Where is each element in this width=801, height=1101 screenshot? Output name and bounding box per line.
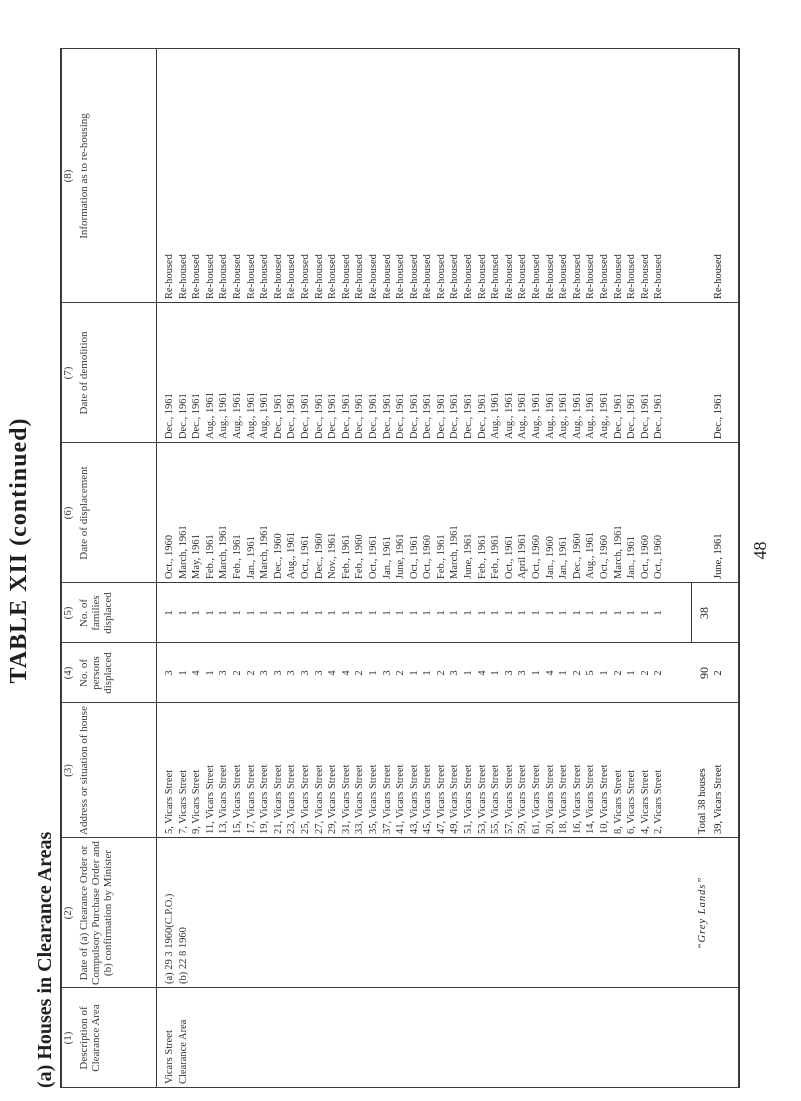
persons-cell: 2 (354, 670, 366, 676)
demolition-cell: Dec., 1961 (476, 393, 488, 439)
persons-cell: 3 (313, 670, 325, 676)
address-cell: 53, Vicars Street (476, 764, 488, 834)
order-date-b: (b) 22 8 1960 (178, 927, 189, 984)
address-cell: 31, Vicars Street (340, 764, 352, 834)
address-cell: 23, Vicars Street (286, 764, 298, 834)
demolition-cell: Aug., 1961 (517, 392, 529, 439)
displacement-cell: Feb., 1961 (340, 534, 352, 579)
demolition-cell: Dec., 1961 (299, 393, 311, 439)
address-cell: 51, Vicars Street (463, 764, 475, 834)
rehousing-cell: Re-housed (204, 254, 216, 299)
families-cell: 1 (449, 610, 461, 616)
families-cell: 1 (476, 610, 488, 616)
persons-cell: 4 (544, 670, 556, 676)
displacement-cell: Dec., 1960 (272, 533, 284, 579)
displacement-cell: Jan., 1961 (245, 536, 257, 579)
families-cell: 1 (204, 610, 216, 616)
rehousing-cell: Re-housed (476, 254, 488, 299)
families-cell: 1 (313, 610, 325, 616)
displacement-cell: March, 1961 (259, 525, 271, 579)
column-heading: Date of (a) Clearance Order or Compulsory Purchase Order and (b) confirmation by Minister (78, 841, 114, 985)
rehousing-cell: Re-housed (354, 254, 366, 299)
displacement-cell: Oct., 1960 (639, 534, 651, 579)
address-cell: 33, Vicars Street (354, 764, 366, 834)
persons-cell: 2 (231, 670, 243, 676)
displacement-cell: June, 1961 (395, 533, 407, 579)
column-displacement-date (60, 443, 740, 583)
address-cell: 8, Vicars Street (612, 769, 624, 834)
families-cell: 1 (531, 610, 543, 616)
demolition-cell: Dec., 1961 (435, 393, 447, 439)
demolition-cell: Dec., 1961 (626, 393, 638, 439)
families-cell: 1 (435, 610, 447, 616)
families-cell: 1 (599, 610, 610, 616)
displacement-cell: Jan., 1961 (381, 536, 393, 579)
column-number: (3) (62, 764, 74, 777)
rehousing-cell: Re-housed (218, 254, 230, 299)
families-cell: 1 (191, 610, 203, 616)
persons-cell: 3 (164, 670, 175, 676)
address-cell: 15, Vicars Street (231, 764, 243, 834)
persons-cell: 1 (490, 670, 502, 676)
families-cell: 1 (558, 610, 570, 616)
rehousing-cell: Re-housed (327, 254, 339, 299)
address-cell: 18, Vicars Street (558, 764, 570, 834)
displacement-cell: Aug., 1961 (585, 532, 597, 579)
rehousing-cell: Re-housed (299, 254, 311, 299)
column-header (60, 583, 154, 643)
families-cell: 1 (463, 610, 475, 616)
rehousing-cell: Re-housed (463, 254, 475, 299)
rehousing-cell: Re-housed (164, 254, 175, 299)
persons-cell: 4 (191, 670, 203, 676)
rehousing-cell: Re-housed (231, 254, 243, 299)
displacement-cell: Oct., 1961 (408, 534, 420, 579)
displacement-cell: Dec., 1960 (571, 533, 583, 579)
persons-cell: 1 (204, 670, 216, 676)
persons-cell: 1 (367, 670, 379, 676)
displacement-cell: Oct., 1961 (367, 534, 379, 579)
persons-cell: 1 (599, 670, 610, 676)
persons-cell: 3 (449, 670, 461, 676)
total-persons: 90 (697, 667, 711, 679)
rehousing-cell: Re-housed (449, 254, 461, 299)
demolition-cell: Dec., 1961 (639, 393, 651, 439)
rehousing-cell: Re-housed (408, 254, 420, 299)
address-cell: 20, Vicars Street (544, 764, 556, 834)
persons-cell: 2 (435, 670, 447, 676)
column-number: (2) (62, 906, 74, 920)
column-header (60, 838, 154, 988)
demolition-cell: Dec., 1961 (381, 393, 393, 439)
demolition-cell: Aug., 1961 (531, 392, 543, 439)
families-cell: 1 (340, 610, 352, 616)
displacement-cell: Oct., 1961 (299, 534, 311, 579)
rehousing-cell: Re-housed (422, 254, 434, 299)
page-number: 48 (750, 541, 770, 560)
column-header (60, 303, 154, 443)
demolition-cell: Aug., 1961 (558, 392, 570, 439)
rehousing-cell: Re-housed (544, 254, 556, 299)
address-cell: 5, Vicars Street (164, 769, 175, 834)
families-cell: 1 (354, 610, 366, 616)
families-cell: 1 (218, 610, 230, 616)
demolition-cell: Aug., 1961 (544, 392, 556, 439)
column-families (60, 583, 740, 643)
persons-cell: 3 (299, 670, 311, 676)
address-cell: 13, Vicars Street (218, 764, 230, 834)
address-cell: 29, Vicars Street (327, 764, 339, 834)
address-cell: 59, Vicars Street (517, 764, 529, 834)
rehousing-cell: Re-housed (653, 254, 665, 299)
families-cell: 1 (503, 610, 515, 616)
demolition-cell: Aug., 1961 (571, 392, 583, 439)
address-cell: 45, Vicars Street (422, 764, 434, 834)
families-cell: 1 (571, 610, 583, 616)
demolition-cell: Dec., 1961 (463, 393, 475, 439)
demolition-cell: Aug., 1961 (245, 392, 257, 439)
persons-cell: 2 (571, 670, 583, 676)
displacement-cell: Oct., 1960 (164, 534, 175, 579)
displacement-cell: Jan., 1961 (626, 536, 638, 579)
order-date-a: (a) 29 3 1960(C.P.O.) (164, 893, 175, 984)
demolition-cell: Dec., 1961 (340, 393, 352, 439)
displacement-cell: Oct., 1961 (503, 534, 515, 579)
column-rehousing (60, 49, 740, 303)
persons-cell: 2 (653, 670, 665, 676)
address-cell: 14, Vicars Street (585, 764, 597, 834)
families-cell: 1 (231, 610, 243, 616)
families-cell: 1 (639, 610, 651, 616)
demolition-cell: Dec., 1961 (313, 393, 325, 439)
families-cell: 1 (164, 610, 175, 616)
families-cell: 1 (286, 610, 298, 616)
rehousing-cell: Re-housed (313, 254, 325, 299)
rehousing-cell: Re-housed (626, 254, 638, 299)
displacement-cells (163, 443, 666, 583)
column-heading: Description of Clearance Area (78, 1004, 102, 1072)
displacement-cell: Jan., 1960 (544, 536, 556, 579)
demolition-cell: Aug., 1961 (490, 392, 502, 439)
column-address (60, 703, 740, 838)
demolition-cell: Aug., 1961 (218, 392, 230, 439)
address-cell: 6, Vicars Street (626, 769, 638, 834)
address-cells (163, 703, 666, 838)
demolition-cell: Dec., 1961 (395, 393, 407, 439)
persons-cell: 4 (327, 670, 339, 676)
rehousing-cell: Re-housed (713, 254, 724, 299)
persons-cell: 4 (476, 670, 488, 676)
displacement-cell: March, 1961 (449, 525, 461, 579)
demolition-cell: Dec., 1961 (422, 393, 434, 439)
address-cell: 2, Vicars Street (653, 769, 665, 834)
rehousing-cell: Re-housed (531, 254, 543, 299)
address-cell: 57, Vicars Street (503, 764, 515, 834)
column-header (60, 443, 154, 583)
address-cell: 43, Vicars Street (408, 764, 420, 834)
displacement-cell: Feb., 1961 (204, 534, 216, 579)
demolition-cell: Aug., 1961 (503, 392, 515, 439)
column-header (60, 703, 154, 838)
families-cell: 1 (422, 610, 434, 616)
displacement-cell: Oct., 1960 (599, 534, 610, 579)
demolition-cell: Dec., 1961 (286, 393, 298, 439)
address-cell: 10, Vicars Street (599, 764, 610, 834)
address-cell: 61, Vicars Street (531, 764, 543, 834)
column-header (60, 988, 154, 1088)
column-heading: Date of demolition (78, 331, 90, 415)
persons-cell: 2 (395, 670, 407, 676)
displacement-cell: Feb., 1961 (476, 534, 488, 579)
address-cell: 37, Vicars Street (381, 764, 393, 834)
column-number: (6) (62, 506, 74, 520)
demolition-cell: Dec., 1961 (612, 393, 624, 439)
address-cell: 27, Vicars Street (313, 764, 325, 834)
rehousing-cell: Re-housed (517, 254, 529, 299)
demolition-cells (163, 303, 666, 443)
demolition-cell: Dec., 1961 (327, 393, 339, 439)
column-number: (5) (62, 606, 74, 620)
demolition-cell: Dec., 1961 (354, 393, 366, 439)
demolition-cell: Aug., 1961 (599, 392, 610, 439)
persons-cell: 3 (381, 670, 393, 676)
displacement-cell: Jan., 1961 (558, 536, 570, 579)
rehousing-cell: Re-housed (381, 254, 393, 299)
families-cell: 1 (585, 610, 597, 616)
families-cells (163, 583, 666, 643)
displacement-cell: June, 1961 (463, 533, 475, 579)
column-header (60, 49, 154, 303)
persons-cell: 1 (422, 670, 434, 676)
rehousing-cell: Re-housed (558, 254, 570, 299)
column-heading: Date of displacement (78, 466, 90, 560)
address-cell: 19, Vicars Street (259, 764, 271, 834)
column-number: (7) (62, 366, 74, 380)
column-heading: No. of families displaced (78, 592, 114, 634)
persons-cell: 3 (503, 670, 515, 676)
rehousing-cell: Re-housed (585, 254, 597, 299)
persons-cell: 1 (463, 670, 475, 676)
column-persons (60, 643, 740, 703)
rehousing-cell: Re-housed (245, 254, 257, 299)
persons-cells (163, 643, 666, 703)
total-houses-label: Total 38 houses (697, 768, 708, 834)
displacement-cell: March, 1961 (612, 525, 624, 579)
address-cell: 21, Vicars Street (272, 764, 284, 834)
column-description (60, 988, 740, 1088)
rehousing-cell: Re-housed (259, 254, 271, 299)
demolition-cell: Dec., 1961 (191, 393, 203, 439)
displacement-cell: Feb., 1961 (435, 534, 447, 579)
families-cell: 1 (299, 610, 311, 616)
persons-cell: 2 (245, 670, 257, 676)
rehousing-cell: Re-housed (191, 254, 203, 299)
rehousing-cell: Re-housed (435, 254, 447, 299)
table-subtitle: (a) Houses in Clearance Areas (34, 831, 56, 1088)
total-families: 38 (697, 607, 711, 619)
persons-cell: 3 (272, 670, 284, 676)
families-cell: 1 (177, 610, 189, 616)
families-cell: 1 (259, 610, 271, 616)
displacement-cell: Feb., 1961 (490, 534, 502, 579)
persons-cell: 3 (218, 670, 230, 676)
address-cell: 25, Vicars Street (299, 764, 311, 834)
address-cell: 41, Vicars Street (395, 764, 407, 834)
clearance-table (60, 48, 740, 1088)
persons-cell: 4 (340, 670, 352, 676)
families-cell: 1 (272, 610, 284, 616)
rehousing-cell: Re-housed (286, 254, 298, 299)
families-cell: 1 (612, 610, 624, 616)
persons-cell: 3 (259, 670, 271, 676)
families-cell: 1 (408, 610, 420, 616)
column-number: (8) (62, 169, 74, 183)
persons-cell: 5 (585, 670, 597, 676)
persons-cell: 3 (517, 670, 529, 676)
persons-cell: 1 (558, 670, 570, 676)
demolition-cell: Dec., 1961 (272, 393, 284, 439)
families-cell: 1 (367, 610, 379, 616)
rehousing-cell: Re-housed (177, 254, 189, 299)
grey-lands-note: “Grey Lands” (697, 876, 708, 950)
rehousing-cell: Re-housed (503, 254, 515, 299)
address-cell: 55, Vicars Street (490, 764, 502, 834)
column-demolition-date (60, 303, 740, 443)
area-description: Vicars Street Clearance Area (164, 1019, 189, 1084)
address-cell: 47, Vicars Street (435, 764, 447, 834)
demolition-cell: Dec., 1961 (408, 393, 420, 439)
persons-cell: 1 (408, 670, 420, 676)
rehousing-cell: Re-housed (272, 254, 284, 299)
displacement-cell: March, 1961 (177, 525, 189, 579)
persons-cell: 2 (612, 670, 624, 676)
families-cell: 1 (490, 610, 502, 616)
families-cell: 1 (626, 610, 638, 616)
displacement-cell: March, 1961 (218, 525, 230, 579)
column-heading: No. of persons displaced (78, 652, 114, 694)
table-title: TABLE XII (continued) (6, 417, 32, 684)
demolition-cell: Dec., 1961 (367, 393, 379, 439)
families-cell: 1 (544, 610, 556, 616)
displacement-cell: Aug., 1961 (286, 532, 298, 579)
column-header (60, 643, 154, 703)
demolition-cell: Aug., 1961 (585, 392, 597, 439)
persons-cell: 2 (639, 670, 651, 676)
demolition-cell: Dec., 1961 (164, 393, 175, 439)
displacement-cell: Feb., 1961 (231, 534, 243, 579)
rehousing-cell: Re-housed (599, 254, 610, 299)
rehousing-cell: Re-housed (367, 254, 379, 299)
rehousing-cell: Re-housed (490, 254, 502, 299)
families-cell: 1 (517, 610, 529, 616)
displacement-cell: April 1961 (517, 533, 529, 579)
displacement-cell: Feb., 1960 (354, 534, 366, 579)
demolition-cell: Dec., 1961 (653, 393, 665, 439)
demolition-cell: Dec., 1961 (177, 393, 189, 439)
address-cell: 4, Vicars Street (639, 769, 651, 834)
rehousing-cell: Re-housed (340, 254, 352, 299)
address-cell: 39, Vicars Street (713, 764, 724, 834)
address-cell: 9, Vicars Street (191, 769, 203, 834)
displacement-cell: June, 1961 (713, 533, 724, 579)
displacement-cell: Dec., 1960 (313, 533, 325, 579)
persons-cell: 1 (626, 670, 638, 676)
column-number: (4) (62, 666, 74, 680)
persons-cell: 3 (286, 670, 298, 676)
demolition-cell: Aug., 1961 (259, 392, 271, 439)
rehousing-cell: Re-housed (612, 254, 624, 299)
address-cell: 11, Vicars Street (204, 764, 216, 834)
persons-cell: 1 (177, 670, 189, 676)
displacement-cell: May, 1961 (191, 534, 203, 579)
persons-cell: 2 (713, 670, 724, 676)
address-cell: 7, Vicars Street (177, 769, 189, 834)
column-order-date (60, 838, 740, 988)
displacement-cell: Oct., 1960 (531, 534, 543, 579)
column-heading: Address or situation of house (78, 706, 90, 835)
column-number: (1) (62, 1031, 74, 1045)
rehousing-cell: Re-housed (395, 254, 407, 299)
rehousing-cell: Re-housed (571, 254, 583, 299)
families-cell: 1 (395, 610, 407, 616)
address-cell: 17, Vicars Street (245, 764, 257, 834)
displacement-cell: Oct., 1960 (653, 534, 665, 579)
demolition-cell: Aug., 1961 (204, 392, 216, 439)
demolition-cell: Aug., 1961 (231, 392, 243, 439)
persons-cell: 1 (531, 670, 543, 676)
families-cell: 1 (327, 610, 339, 616)
families-cell: 1 (381, 610, 393, 616)
demolition-cell: Dec., 1961 (449, 393, 461, 439)
rehousing-cells (163, 49, 666, 303)
families-cell: 1 (245, 610, 257, 616)
address-cell: 49, Vicars Street (449, 764, 461, 834)
address-cell: 16, Vicars Street (571, 764, 583, 834)
families-cell: 1 (653, 610, 665, 616)
rehousing-cell: Re-housed (639, 254, 651, 299)
displacement-cell: Oct., 1960 (422, 534, 434, 579)
demolition-cell: Dec., 1961 (713, 393, 724, 439)
address-cell: 35, Vicars Street (367, 764, 379, 834)
column-heading: Information as to re-housing (78, 113, 90, 239)
displacement-cell: Nov., 1961 (327, 532, 339, 579)
